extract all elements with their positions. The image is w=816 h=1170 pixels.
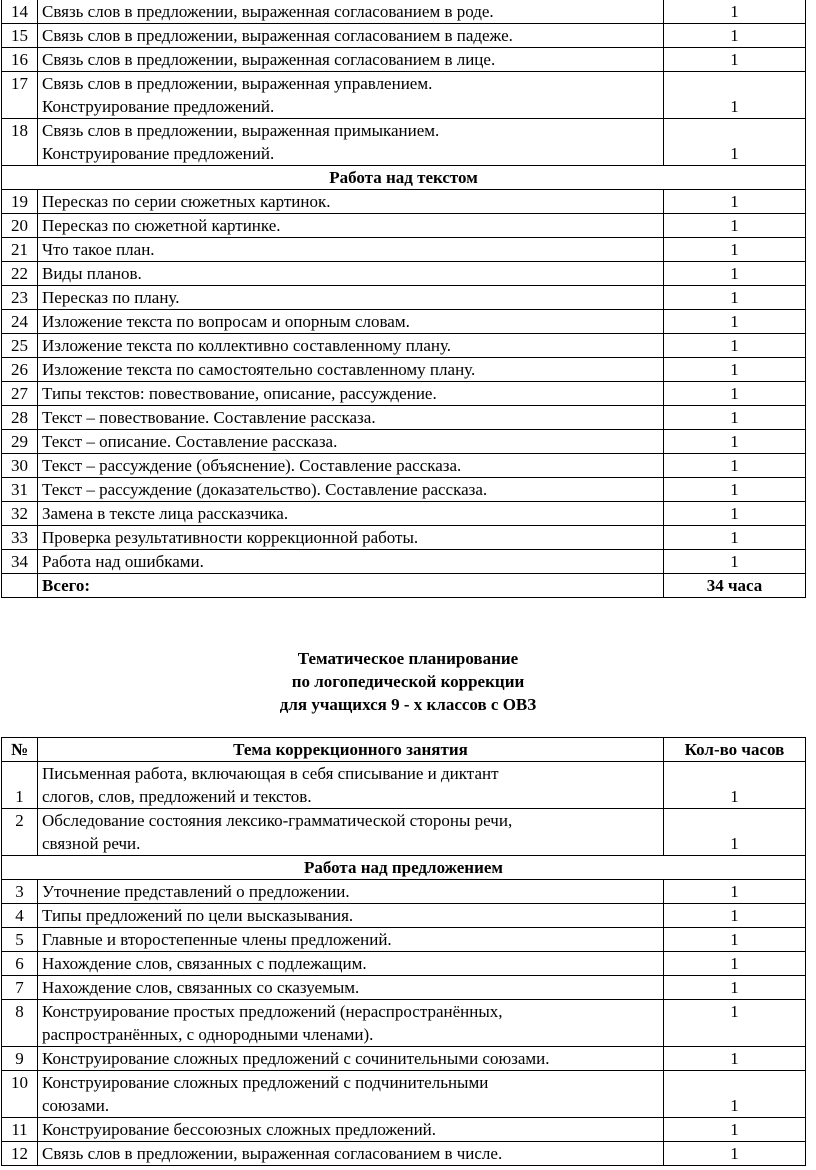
row-hours: 1 [664,454,806,478]
row-number: 18 [2,119,38,166]
topic-line: Изложение текста по вопросам и опорным словам. [42,312,410,331]
title-line: по логопедической коррекции [291,672,525,691]
row-number: 14 [2,0,38,24]
row-hours: 1 [664,0,806,24]
header-number: № [2,738,38,762]
topic-line: Текст – описание. Составление рассказа. [42,432,338,451]
table-row [2,214,806,238]
topic-line: Всего: [42,576,91,595]
row-topic [38,550,664,574]
topic-line: слогов, слов, предложений и текстов. [42,787,312,806]
row-hours: 1 [664,1000,806,1047]
row-number: 29 [2,430,38,454]
row-number: 30 [2,454,38,478]
topic-line: Типы предложений по цели высказывания. [42,906,354,925]
row-hours: 1 [664,358,806,382]
row-number: 31 [2,478,38,502]
row-topic [38,358,664,382]
table-row [2,0,806,24]
topic-line: Замена в тексте лица рассказчика. [42,504,289,523]
section-header-row [2,856,806,880]
row-number: 28 [2,406,38,430]
topic-line: Конструирование сложных предложений с подчинительными [42,1073,489,1092]
topic-plan-table-continued [1,0,806,598]
row-number: 12 [2,1142,38,1166]
topic-line: Связь слов в предложении, выраженная согласованием в числе. [42,1144,503,1163]
row-number: 7 [2,976,38,1000]
topic-line: Что такое план. [42,240,155,259]
row-topic [38,526,664,550]
topic-line: Уточнение представлений о предложении. [42,882,350,901]
header-topic: Тема коррекционного занятия [38,738,664,762]
section-label: Работа над предложением [2,856,806,880]
row-topic [38,574,664,598]
row-hours: 1 [664,526,806,550]
topic-line: Пересказ по сюжетной картинке. [42,216,281,235]
table-row [2,430,806,454]
topic-line: Связь слов в предложении, выраженная примыканием. [42,121,440,140]
row-topic [38,24,664,48]
row-topic [38,1142,664,1166]
row-topic [38,0,664,24]
row-number: 5 [2,928,38,952]
row-hours: 1 [664,238,806,262]
row-hours: 1 [664,24,806,48]
row-topic [38,334,664,358]
row-hours: 1 [664,809,806,856]
row-hours: 1 [664,502,806,526]
row-hours: 1 [664,262,806,286]
row-number: 1 [2,762,38,809]
row-topic [38,762,664,809]
topic-line: Связь слов в предложении, выраженная управлением. [42,74,433,93]
topic-line: Главные и второстепенные члены предложений. [42,930,392,949]
row-topic [38,286,664,310]
table-row [2,1000,806,1047]
row-topic [38,382,664,406]
table-row [2,928,806,952]
row-topic [38,1047,664,1071]
topic-line: Связь слов в предложении, выраженная согласованием в лице. [42,50,496,69]
row-number: 9 [2,1047,38,1071]
topic-line: Изложение текста по самостоятельно составленному плану. [42,360,476,379]
table-row [2,310,806,334]
row-number: 33 [2,526,38,550]
table-row [2,809,806,856]
table-row [2,478,806,502]
topic-line: союзами. [42,1096,110,1115]
row-topic [38,430,664,454]
table-row [2,190,806,214]
row-number: 32 [2,502,38,526]
row-topic [38,1071,664,1118]
row-hours: 1 [664,119,806,166]
row-number: 23 [2,286,38,310]
table-row [2,286,806,310]
row-hours: 1 [664,1071,806,1118]
row-number: 8 [2,1000,38,1047]
row-topic [38,48,664,72]
row-number: 27 [2,382,38,406]
row-number: 21 [2,238,38,262]
row-hours: 1 [664,190,806,214]
row-topic [38,214,664,238]
topic-line: Текст – рассуждение (доказательство). Составление рассказа. [42,480,488,499]
row-hours: 1 [664,310,806,334]
row-hours: 1 [664,48,806,72]
topic-line: Нахождение слов, связанных со сказуемым. [42,978,360,997]
row-hours: 1 [664,762,806,809]
table-row [2,550,806,574]
table-row [2,24,806,48]
row-hours: 34 часа [664,574,806,598]
row-number: 10 [2,1071,38,1118]
row-number: 25 [2,334,38,358]
row-number: 34 [2,550,38,574]
row-number: 2 [2,809,38,856]
table-row [2,48,806,72]
topic-line: Пересказ по плану. [42,288,180,307]
topic-line: Виды планов. [42,264,142,283]
topic-line: Конструирование предложений. [42,144,275,163]
topic-line: Пересказ по серии сюжетных картинок. [42,192,331,211]
table-row [2,406,806,430]
table-row [2,358,806,382]
topic-line: Конструирование предложений. [42,97,275,116]
row-number: 26 [2,358,38,382]
table-row [2,976,806,1000]
topic-line: Нахождение слов, связанных с подлежащим. [42,954,367,973]
section-header-row [2,166,806,190]
row-hours: 1 [664,72,806,119]
title-line: для учащихся 9 - х классов с ОВЗ [279,695,537,714]
header-hours: Кол-во часов [664,738,806,762]
row-number: 4 [2,904,38,928]
row-topic [38,478,664,502]
row-topic [38,880,664,904]
table-row [2,1047,806,1071]
row-number [2,574,38,598]
topic-line: распространённых, с однородными членами). [42,1025,374,1044]
row-topic [38,310,664,334]
row-number: 16 [2,48,38,72]
row-topic [38,262,664,286]
title-line: Тематическое планирование [297,649,519,668]
row-number: 17 [2,72,38,119]
row-hours: 1 [664,430,806,454]
topic-line: Связь слов в предложении, выраженная согласованием в роде. [42,2,494,21]
table-row [2,904,806,928]
row-topic [38,952,664,976]
row-topic [38,454,664,478]
row-hours: 1 [664,904,806,928]
table-row [2,1142,806,1166]
row-hours: 1 [664,382,806,406]
table-row [2,262,806,286]
row-hours: 1 [664,976,806,1000]
row-hours: 1 [664,952,806,976]
row-number: 3 [2,880,38,904]
row-hours: 1 [664,880,806,904]
table-row [2,1071,806,1118]
total-row [2,574,806,598]
topic-line: Изложение текста по коллективно составленному плану. [42,336,452,355]
topic-line: Обследование состояния лексико-грамматической стороны речи, [42,811,513,830]
row-topic [38,976,664,1000]
topic-plan-table-grade9 [1,737,806,1166]
topic-line: Текст – рассуждение (объяснение). Составление рассказа. [42,456,462,475]
table-row [2,1118,806,1142]
row-number: 22 [2,262,38,286]
topic-line: Типы текстов: повествование, описание, рассуждение. [42,384,437,403]
row-topic [38,928,664,952]
row-topic [38,809,664,856]
topic-line: Работа над ошибками. [42,552,204,571]
topic-line: Проверка результативности коррекционной работы. [42,528,419,547]
row-number: 11 [2,1118,38,1142]
row-number: 6 [2,952,38,976]
table-row [2,72,806,119]
row-topic [38,904,664,928]
row-hours: 1 [664,406,806,430]
row-topic [38,406,664,430]
table-header-row [2,738,806,762]
section-label: Работа над текстом [2,166,806,190]
topic-line: Текст – повествование. Составление рассказа. [42,408,376,427]
row-number: 20 [2,214,38,238]
row-topic [38,72,664,119]
topic-line: Письменная работа, включающая в себя списывание и диктант [42,764,499,783]
topic-line: Конструирование бессоюзных сложных предложений. [42,1120,437,1139]
row-hours: 1 [664,1142,806,1166]
table-row [2,238,806,262]
row-hours: 1 [664,214,806,238]
row-number: 19 [2,190,38,214]
topic-line: Связь слов в предложении, выраженная согласованием в падеже. [42,26,513,45]
topic-line: Конструирование сложных предложений с сочинительными союзами. [42,1049,550,1068]
table-row [2,762,806,809]
row-topic [38,502,664,526]
row-topic [38,1118,664,1142]
row-number: 24 [2,310,38,334]
table-row [2,502,806,526]
row-topic [38,119,664,166]
row-hours: 1 [664,334,806,358]
row-hours: 1 [664,286,806,310]
row-hours: 1 [664,1047,806,1071]
table-row [2,119,806,166]
table-row [2,880,806,904]
table-row [2,952,806,976]
row-topic [38,238,664,262]
table-row [2,454,806,478]
row-topic [38,190,664,214]
table-row [2,382,806,406]
table-row [2,526,806,550]
row-topic [38,1000,664,1047]
table-row [2,334,806,358]
topic-line: Конструирование простых предложений (нераспространённых, [42,1002,503,1021]
row-hours: 1 [664,1118,806,1142]
row-hours: 1 [664,478,806,502]
row-hours: 1 [664,550,806,574]
topic-line: связной речи. [42,834,141,853]
row-number: 15 [2,24,38,48]
row-hours: 1 [664,928,806,952]
section-title [0,647,816,716]
